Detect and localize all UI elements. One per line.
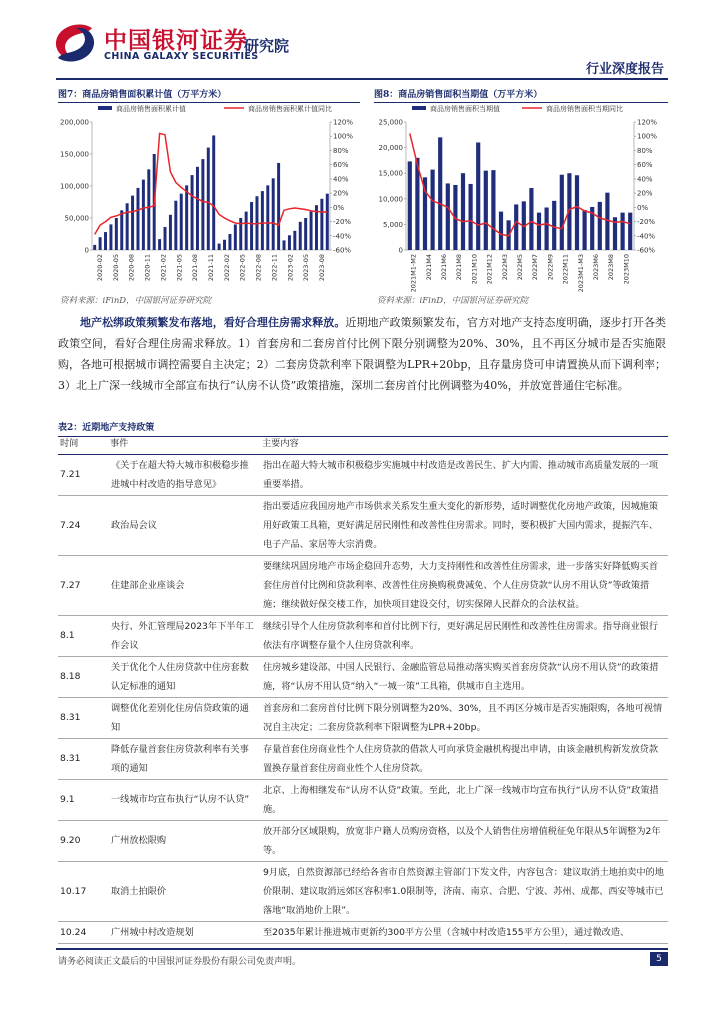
report-type: 行业深度报告	[585, 62, 664, 77]
bar	[164, 227, 167, 250]
left-tick-label: 10,000	[378, 195, 403, 204]
bar	[446, 183, 450, 250]
row-date: 7.21	[58, 454, 108, 495]
bar	[293, 231, 296, 250]
bar	[560, 175, 564, 250]
body-paragraph	[58, 312, 666, 396]
bar	[438, 137, 442, 250]
x-tick-label: 2022M11	[561, 254, 570, 285]
row-content: 9月底，自然资源部已经给各省市自然资源主管部门下发文件，内容包含：建议取消土地拍卖中的地价限制、建议取消远郊区容积率1.0限制等，济南、南京、合肥、宁波、苏州、成都、西安等城市已落地“取消地价上限”。	[260, 861, 668, 921]
bar	[299, 222, 302, 250]
legend	[412, 104, 623, 113]
col-header-content: 主要内容	[260, 434, 668, 454]
paragraph-body: 近期地产政策频繁发布，官方对地产支持态度明确，逐步打开各类政策空间，看好合理住房需求释放。1）首套房和二套房首付比例下限分别调整为20%、30%，且不再区分城市是否实施限购，各地可根据城市调控需要自主决定；2）二套房贷款利率下限调整为LPR+20bp，且存量房贷可申请置换从而下调利率；3）北上广深一线城市全部宣布执行“认房不认贷”政策措施，深圳二套房首付比例调整为40%，并放宽普通住宅标准。	[58, 316, 667, 392]
x-tick-label: 2021M12	[485, 254, 494, 285]
bar	[218, 244, 221, 250]
paragraph-lead: 地产松绑政策频繁发布落地，看好合理住房需求释放。	[80, 316, 346, 329]
row-event: 调整优化差别化住房信贷政策的通知	[108, 697, 260, 738]
right-tick-label: 20%	[637, 189, 653, 198]
row-date: 9.1	[58, 779, 108, 820]
bar	[180, 194, 183, 250]
bar	[469, 184, 473, 250]
left-tick-label: 0	[398, 246, 403, 255]
bar	[250, 202, 253, 250]
yoy-line	[95, 133, 328, 234]
bar	[552, 201, 556, 250]
x-tick-label: 2022-11	[270, 254, 279, 282]
company-name-cn: 中国银河证券	[104, 28, 248, 54]
yoy-line	[410, 133, 630, 235]
x-tick-label: 2023M8	[607, 254, 616, 281]
row-date: 8.1	[58, 615, 108, 656]
bar	[583, 210, 587, 250]
right-tick-label: -40%	[637, 232, 656, 241]
left-tick-label: 15,000	[378, 169, 403, 178]
row-date: 10.17	[58, 861, 108, 921]
table-row	[58, 454, 668, 495]
row-date: 9.20	[58, 820, 108, 861]
row-event: 广州城中村改造规划	[108, 921, 260, 943]
bar	[228, 234, 231, 250]
x-tick-label: 2023-02	[286, 253, 295, 282]
bar	[93, 245, 96, 250]
col-header-event: 事件	[108, 434, 260, 454]
right-tick-label: 0%	[333, 203, 345, 212]
bar	[621, 213, 625, 250]
table-row	[58, 555, 668, 615]
right-tick-label: 120%	[333, 118, 354, 127]
right-tick-label: 60%	[637, 161, 653, 170]
legend-label-bar: 商品房销售面积当期值	[430, 105, 500, 113]
x-tick-label: 2020-08	[127, 254, 136, 282]
table-row	[58, 615, 668, 656]
row-event: 央行、外汇管理局2023年下半年工作会议	[108, 615, 260, 656]
figure-7-title: 图7：商品房销售面积累计值（万平方米）	[58, 87, 360, 103]
col-header-date: 时间	[58, 434, 108, 454]
x-tick-label: 2022-08	[254, 254, 263, 282]
bar	[136, 188, 139, 250]
bar	[499, 212, 503, 250]
right-tick-label: 120%	[637, 118, 658, 127]
bar	[491, 170, 495, 250]
bar	[104, 232, 107, 250]
bar	[174, 201, 177, 250]
legend-label-line: 商品房销售面积当期同比	[546, 105, 623, 113]
left-tick-label: 0	[84, 246, 89, 255]
bar	[212, 135, 215, 250]
right-tick-label: 20%	[333, 189, 349, 198]
company-name-en: CHINA GALAXY SECURITIES	[104, 51, 259, 62]
row-content: 住房城乡建设部、中国人民银行、金融监管总局推动落实购买首套房贷款“认房不用认贷”的政策措施，将“认房不用认贷”纳入“一城一策”工具箱，供城市自主选用。	[260, 656, 668, 697]
row-event: 住建部企业座谈会	[108, 555, 260, 615]
right-tick-label: -60%	[333, 246, 352, 255]
x-tick-label: 2023M1-M3	[576, 254, 585, 292]
bar	[529, 188, 533, 250]
legend-swatch-bar	[98, 106, 112, 110]
row-content: 指出在超大特大城市积极稳步实施城中村改造是改善民生、扩大内需、推动城市高质量发展的一项重要举措。	[260, 454, 668, 495]
bar	[126, 203, 129, 250]
right-tick-label: 100%	[637, 132, 658, 141]
bar	[158, 239, 161, 250]
bar	[605, 193, 609, 250]
bar	[261, 191, 264, 250]
figure-8-title: 图8：商品房销售面积当期值（万平方米）	[374, 87, 668, 103]
bar	[326, 194, 329, 250]
left-tick-label: 100,000	[60, 182, 89, 191]
bar	[185, 185, 188, 250]
row-content: 至2035年累计推进城市更新约300平方公里（含城中村改造155平方公里），通过微改造、	[260, 921, 668, 943]
bar	[109, 224, 112, 250]
bar	[223, 240, 226, 250]
left-tick-label: 20,000	[378, 144, 403, 153]
right-tick-label: -40%	[333, 232, 352, 241]
bar	[304, 218, 307, 250]
right-tick-label: 80%	[637, 146, 653, 155]
table-row	[58, 820, 668, 861]
x-tick-label: 2023-05	[302, 254, 311, 282]
institute-label: 研究院	[244, 37, 290, 55]
right-tick-label: 40%	[333, 175, 349, 184]
x-tick-label: 2021M6	[440, 254, 448, 281]
row-content: 存量首套住房商业性个人住房贷款的借款人可向承贷金融机构提出申请，由该金融机构新发放贷款置换存量首套住房商业性个人住房贷款。	[260, 738, 668, 779]
bar	[628, 213, 632, 250]
figure-8-source: 资料来源：iFinD，中国银河证券研究院	[377, 296, 529, 306]
x-tick-label: 2023M6	[592, 254, 600, 281]
row-event: 取消土拍限价	[108, 861, 260, 921]
x-tick-label: 2021M8	[455, 254, 464, 281]
policy-table	[58, 434, 668, 944]
table-2-title: 表2：近期地产支持政策	[58, 420, 668, 437]
bar	[99, 237, 102, 250]
bar	[191, 175, 194, 250]
row-event: 降低存量首套住房贷款利率有关事项的通知	[108, 738, 260, 779]
bar	[476, 142, 480, 250]
row-date: 7.27	[58, 555, 108, 615]
row-content: 放开部分区域限购，放宽非户籍人员购房资格，以及个人销售住房增值税征免年限从5年调整为2年等。	[260, 820, 668, 861]
row-content: 继续引导个人住房贷款利率和首付比例下行，更好满足居民刚性和改善性住房需求。指导商业银行依法有序调整存量个人住房贷款利率。	[260, 615, 668, 656]
legend-swatch-bar	[412, 106, 426, 110]
right-tick-label: -20%	[333, 218, 352, 227]
left-tick-label: 50,000	[64, 214, 89, 223]
chart-monthly-sales-area	[372, 100, 670, 292]
x-tick-label: 2021-02	[159, 254, 168, 282]
page-number: 5	[650, 952, 668, 966]
bar	[598, 202, 602, 250]
right-tick-label: 100%	[333, 132, 354, 141]
legend-label-line: 商品房销售面积累计值同比	[248, 105, 332, 113]
header-divider	[56, 78, 668, 80]
x-tick-label: 2020-11	[143, 254, 152, 282]
bar	[408, 161, 412, 250]
x-tick-label: 2022M3	[500, 254, 509, 281]
row-event: 政治局会议	[108, 495, 260, 555]
row-content: 北京、上海相继发布“认房不认贷”政策。至此，北上广深一线城市均宣布执行“认房不认贷”政策措施。	[260, 779, 668, 820]
x-tick-label: 2021-05	[175, 254, 184, 282]
bar	[545, 208, 549, 250]
x-tick-label: 2020-05	[111, 254, 120, 282]
left-tick-label: 25,000	[378, 118, 403, 127]
bar	[196, 167, 199, 250]
bar	[277, 163, 280, 250]
table-row	[58, 861, 668, 921]
row-content: 指出要适应我国房地产市场供求关系发生重大变化的新形势，适时调整优化房地产政策，因城施策用好政策工具箱，更好满足居民刚性和改善性住房需求。同时，要积极扩大国内需求，提振汽车、电子产品、家居等大宗消费。	[260, 495, 668, 555]
bar	[169, 215, 172, 250]
x-tick-label: 2020-02	[95, 254, 104, 282]
bar	[537, 213, 541, 250]
row-date: 10.24	[58, 921, 108, 943]
footer-divider	[56, 948, 668, 950]
right-tick-label: 60%	[333, 161, 349, 170]
bar	[514, 204, 518, 250]
bar	[575, 175, 579, 250]
right-tick-label: -20%	[637, 218, 656, 227]
x-tick-label: 2021M4	[424, 254, 433, 281]
footer-disclaimer: 请务必阅读正文最后的中国银河证券股份有限公司免责声明。	[58, 957, 302, 967]
figure-7-source: 资料来源：iFinD，中国银河证券研究院	[60, 296, 212, 306]
x-tick-label: 2023M10	[622, 254, 631, 285]
table-row	[58, 495, 668, 555]
bar	[147, 169, 150, 250]
table-row	[58, 921, 668, 943]
x-tick-label: 2021M1-M2	[409, 254, 418, 292]
row-event: 广州放松限购	[108, 820, 260, 861]
bar	[115, 218, 118, 250]
bar	[142, 180, 145, 250]
row-date: 8.18	[58, 656, 108, 697]
x-tick-label: 2022M9	[546, 254, 555, 281]
x-tick-label: 2022-02	[222, 254, 231, 282]
right-tick-label: -60%	[637, 246, 656, 255]
bar	[266, 185, 269, 250]
left-tick-label: 5,000	[382, 220, 403, 229]
bar	[461, 173, 465, 250]
right-tick-label: 0%	[637, 203, 649, 212]
left-tick-label: 200,000	[60, 118, 89, 127]
chart-cumulative-sales-area	[58, 100, 364, 292]
table-row	[58, 779, 668, 820]
row-event: 《关于在超大特大城市积极稳步推进城中村改造的指导意见》	[108, 454, 260, 495]
bar	[310, 212, 313, 250]
right-tick-label: 80%	[333, 146, 349, 155]
bar	[320, 199, 323, 250]
x-tick-label: 2023-08	[318, 254, 327, 282]
left-tick-label: 150,000	[60, 150, 89, 159]
bar	[239, 218, 242, 250]
x-tick-label: 2022M5	[516, 254, 524, 281]
right-tick-label: 40%	[637, 175, 653, 184]
x-tick-label: 2022-05	[238, 254, 247, 282]
galaxy-logo-icon	[52, 22, 98, 64]
bar	[234, 224, 237, 250]
bar	[201, 159, 204, 250]
bar	[245, 212, 248, 250]
row-date: 8.31	[58, 697, 108, 738]
x-tick-label: 2022M7	[531, 254, 540, 281]
bar	[272, 178, 275, 250]
page-header	[0, 0, 724, 80]
row-content: 要继续巩固房地产市场企稳回升态势，大力支持刚性和改善性住房需求，进一步落实好降低购买首套住房首付比例和贷款利率、改善性住房换购税费减免、个人住房贷款“认房不用认贷”等政策措施；继续做好保交楼工作，加快项目建设交付，切实保障人民群众的合法权益。	[260, 555, 668, 615]
bar	[288, 235, 291, 250]
row-event: 一线城市均宣布执行“认房不认贷”	[108, 779, 260, 820]
row-date: 8.31	[58, 738, 108, 779]
x-tick-label: 2021-11	[207, 254, 215, 282]
table-header-row	[58, 434, 668, 454]
row-date: 7.24	[58, 495, 108, 555]
table-row	[58, 697, 668, 738]
row-event: 关于优化个人住房贷款中住房套数认定标准的通知	[108, 656, 260, 697]
bar	[431, 170, 435, 250]
row-content: 首套房和二套房首付比例下限分别调整为20%、30%，且不再区分城市是否实施限购，各地可视情况自主决定；二套房贷款利率下限调整为LPR+20bp。	[260, 697, 668, 738]
bar	[131, 196, 134, 250]
bar	[283, 240, 286, 250]
legend-label-bar: 商品房销售面积累计值	[116, 105, 186, 113]
legend	[98, 104, 332, 113]
table-row	[58, 656, 668, 697]
x-tick-label: 2021M10	[470, 254, 479, 285]
bar	[120, 210, 123, 250]
x-tick-label: 2021-08	[191, 254, 200, 282]
table-row	[58, 738, 668, 779]
bar	[207, 148, 210, 250]
bar	[484, 171, 488, 250]
